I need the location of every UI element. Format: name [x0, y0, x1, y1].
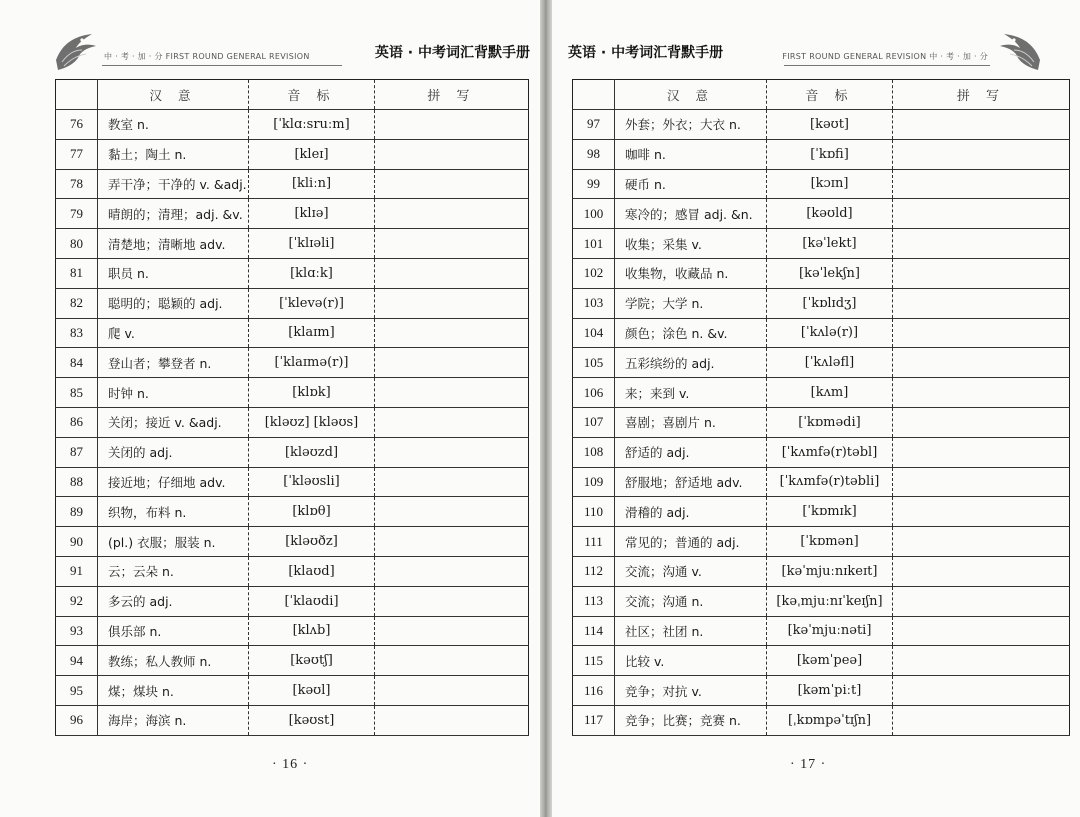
- table-row: [56, 258, 529, 288]
- word-number: 113: [573, 586, 615, 616]
- table-row: [56, 437, 529, 467]
- table-row: [56, 169, 529, 199]
- word-meaning: 爬 v.: [98, 318, 249, 348]
- table-row: [56, 407, 529, 437]
- word-meaning: 接近地；仔细地 adv.: [98, 467, 249, 497]
- word-phonetic: [klɑːk]: [249, 258, 375, 288]
- vocab-table: [55, 79, 529, 736]
- table-row: [573, 169, 1070, 199]
- spelling-blank[interactable]: [375, 199, 529, 229]
- word-number: 95: [56, 676, 98, 706]
- word-meaning: 竞争；对抗 v.: [615, 676, 767, 706]
- word-meaning: 教室 n.: [98, 110, 249, 140]
- word-meaning: 黏土；陶土 n.: [98, 139, 249, 169]
- word-number: 93: [56, 616, 98, 646]
- series-tag: 中 · 考 · 加 · 分 FIRST ROUND GENERAL REVISION: [104, 52, 310, 61]
- table-row: [56, 586, 529, 616]
- word-number: 111: [573, 527, 615, 557]
- word-phonetic: [ˈklɑːsruːm]: [249, 110, 375, 140]
- word-phonetic: [kəʊtʃ]: [249, 646, 375, 676]
- spelling-blank[interactable]: [375, 616, 529, 646]
- col-header-meaning: 汉 意: [615, 80, 767, 110]
- vocab-rows: [56, 110, 529, 736]
- word-number: 92: [56, 586, 98, 616]
- word-meaning: 舒适的 adj.: [615, 437, 767, 467]
- word-meaning: 时钟 n.: [98, 378, 249, 408]
- word-number: 110: [573, 497, 615, 527]
- word-number: 107: [573, 407, 615, 437]
- table-row: [573, 378, 1070, 408]
- word-number: 82: [56, 288, 98, 318]
- word-phonetic: [kləʊz] [kləʊs]: [249, 407, 375, 437]
- table-row: [573, 229, 1070, 259]
- word-meaning: 滑稽的 adj.: [615, 497, 767, 527]
- table-row: [56, 318, 529, 348]
- spelling-blank[interactable]: [375, 705, 529, 735]
- table-row: [573, 110, 1070, 140]
- table-row: [56, 616, 529, 646]
- spelling-blank[interactable]: [375, 646, 529, 676]
- spelling-blank[interactable]: [893, 705, 1070, 735]
- word-meaning: 俱乐部 n.: [98, 616, 249, 646]
- word-phonetic: [kləʊðz]: [249, 527, 375, 557]
- word-phonetic: [klɪə]: [249, 199, 375, 229]
- spelling-blank[interactable]: [893, 169, 1070, 199]
- word-number: 83: [56, 318, 98, 348]
- book-title: 英语 · 中考词汇背默手册: [568, 45, 724, 61]
- word-number: 98: [573, 139, 615, 169]
- table-row: [573, 348, 1070, 378]
- word-meaning: (pl.) 衣服；服装 n.: [98, 527, 249, 557]
- table-row: [573, 258, 1070, 288]
- spelling-blank[interactable]: [893, 348, 1070, 378]
- word-phonetic: [ˈkʌləfl]: [767, 348, 893, 378]
- spelling-blank[interactable]: [893, 616, 1070, 646]
- vocab-table: [572, 79, 1070, 736]
- word-number: 78: [56, 169, 98, 199]
- word-phonetic: [ˈkləʊsli]: [249, 467, 375, 497]
- word-meaning: 收集物，收藏品 n.: [615, 258, 767, 288]
- table-row: [56, 139, 529, 169]
- table-row: [573, 556, 1070, 586]
- word-phonetic: [ˈkɒlɪdʒ]: [767, 288, 893, 318]
- word-phonetic: [klɒθ]: [249, 497, 375, 527]
- word-number: 81: [56, 258, 98, 288]
- spelling-blank[interactable]: [375, 229, 529, 259]
- word-phonetic: [klʌb]: [249, 616, 375, 646]
- table-row: [56, 497, 529, 527]
- word-phonetic: [kʌm]: [767, 378, 893, 408]
- word-meaning: 多云的 adj.: [98, 586, 249, 616]
- table-row: [56, 199, 529, 229]
- spelling-blank[interactable]: [893, 258, 1070, 288]
- spelling-blank[interactable]: [893, 139, 1070, 169]
- word-phonetic: [ˈkɒfi]: [767, 139, 893, 169]
- table-row: [573, 616, 1070, 646]
- spelling-blank[interactable]: [375, 378, 529, 408]
- word-number: 103: [573, 288, 615, 318]
- word-phonetic: [ˈkʌmfə(r)təbli]: [767, 467, 893, 497]
- word-phonetic: [klaɪm]: [249, 318, 375, 348]
- table-row: [573, 586, 1070, 616]
- spelling-blank[interactable]: [375, 437, 529, 467]
- word-meaning: 教练；私人教师 n.: [98, 646, 249, 676]
- word-phonetic: [ˈklaʊdi]: [249, 586, 375, 616]
- book-title: 英语 · 中考词汇背默手册: [374, 45, 530, 61]
- spelling-blank[interactable]: [375, 169, 529, 199]
- word-meaning: 社区；社团 n.: [615, 616, 767, 646]
- word-number: 97: [573, 110, 615, 140]
- word-number: 88: [56, 467, 98, 497]
- word-phonetic: [ˈkʌmfə(r)təbl]: [767, 437, 893, 467]
- spelling-blank[interactable]: [375, 527, 529, 557]
- word-number: 87: [56, 437, 98, 467]
- table-row: [573, 318, 1070, 348]
- word-phonetic: [kləʊzd]: [249, 437, 375, 467]
- word-phonetic: [ˈkʌlə(r)]: [767, 318, 893, 348]
- eagle-emblem-icon: [996, 30, 1044, 74]
- word-meaning: 咖啡 n.: [615, 139, 767, 169]
- word-phonetic: [klɒk]: [249, 378, 375, 408]
- word-number: 116: [573, 676, 615, 706]
- right-page: [552, 0, 1080, 817]
- word-number: 101: [573, 229, 615, 259]
- spelling-blank[interactable]: [893, 110, 1070, 140]
- word-meaning: 学院；大学 n.: [615, 288, 767, 318]
- spelling-blank[interactable]: [893, 586, 1070, 616]
- word-number: 100: [573, 199, 615, 229]
- word-phonetic: [ˈkɒmən]: [767, 527, 893, 557]
- header-rule: [102, 65, 342, 66]
- word-meaning: 竞争；比赛；竞赛 n.: [615, 705, 767, 735]
- table-row: [573, 407, 1070, 437]
- word-meaning: 硬币 n.: [615, 169, 767, 199]
- col-header-number: [56, 80, 98, 110]
- word-number: 112: [573, 556, 615, 586]
- header-rule: [784, 65, 990, 66]
- word-phonetic: [ˈklɪəli]: [249, 229, 375, 259]
- table-row: [573, 646, 1070, 676]
- spelling-blank[interactable]: [375, 318, 529, 348]
- spelling-blank[interactable]: [375, 497, 529, 527]
- word-meaning: 云；云朵 n.: [98, 556, 249, 586]
- word-meaning: 晴朗的；清理；adj. &v.: [98, 199, 249, 229]
- word-number: 99: [573, 169, 615, 199]
- word-number: 94: [56, 646, 98, 676]
- word-phonetic: [kəʊld]: [767, 199, 893, 229]
- col-header-meaning: 汉 意: [98, 80, 249, 110]
- book-gutter: [540, 0, 552, 817]
- word-meaning: 来；来到 v.: [615, 378, 767, 408]
- series-tag: FIRST ROUND GENERAL REVISION 中 · 考 · 加 · 分: [782, 52, 988, 61]
- word-phonetic: [ˈklevə(r)]: [249, 288, 375, 318]
- word-number: 91: [56, 556, 98, 586]
- word-phonetic: [ˌkɒmpəˈtɪʃn]: [767, 705, 893, 735]
- spelling-blank[interactable]: [375, 467, 529, 497]
- table-row: [56, 378, 529, 408]
- spelling-blank[interactable]: [893, 407, 1070, 437]
- word-number: 80: [56, 229, 98, 259]
- spelling-blank[interactable]: [893, 676, 1070, 706]
- table-row: [573, 199, 1070, 229]
- table-row: [56, 348, 529, 378]
- word-number: 109: [573, 467, 615, 497]
- word-meaning: 比较 v.: [615, 646, 767, 676]
- spelling-blank[interactable]: [893, 318, 1070, 348]
- spelling-blank[interactable]: [375, 407, 529, 437]
- page-header: [568, 30, 1044, 74]
- word-number: 114: [573, 616, 615, 646]
- word-phonetic: [kəˈmjuːnəti]: [767, 616, 893, 646]
- spelling-blank[interactable]: [375, 139, 529, 169]
- spelling-blank[interactable]: [375, 676, 529, 706]
- word-number: 104: [573, 318, 615, 348]
- spelling-blank[interactable]: [375, 258, 529, 288]
- table-row: [573, 437, 1070, 467]
- table-header-row: [56, 80, 529, 110]
- page-number: · 17 ·: [790, 757, 827, 772]
- table-row: [56, 676, 529, 706]
- table-row: [56, 705, 529, 735]
- table-row: [573, 527, 1070, 557]
- table-row: [56, 110, 529, 140]
- word-phonetic: [ˈkɒmɪk]: [767, 497, 893, 527]
- table-row: [573, 288, 1070, 318]
- spelling-blank[interactable]: [893, 229, 1070, 259]
- word-phonetic: [kleɪ]: [249, 139, 375, 169]
- word-number: 85: [56, 378, 98, 408]
- word-meaning: 弄干净；干净的 v. &adj.: [98, 169, 249, 199]
- word-meaning: 织物，布料 n.: [98, 497, 249, 527]
- word-number: 102: [573, 258, 615, 288]
- spelling-blank[interactable]: [375, 110, 529, 140]
- word-meaning: 海岸；海滨 n.: [98, 705, 249, 735]
- word-meaning: 喜剧；喜剧片 n.: [615, 407, 767, 437]
- word-number: 77: [56, 139, 98, 169]
- word-number: 96: [56, 705, 98, 735]
- word-number: 86: [56, 407, 98, 437]
- table-row: [56, 229, 529, 259]
- spelling-blank[interactable]: [893, 497, 1070, 527]
- word-number: 117: [573, 705, 615, 735]
- table-row: [573, 497, 1070, 527]
- word-meaning: 登山者；攀登者 n.: [98, 348, 249, 378]
- word-phonetic: [kɔɪn]: [767, 169, 893, 199]
- word-meaning: 职员 n.: [98, 258, 249, 288]
- spelling-blank[interactable]: [375, 586, 529, 616]
- word-meaning: 关闭的 adj.: [98, 437, 249, 467]
- word-meaning: 五彩缤纷的 adj.: [615, 348, 767, 378]
- col-header-phonetic: 音 标: [767, 80, 893, 110]
- word-phonetic: [kəˌmjuːnɪˈkeɪʃn]: [767, 586, 893, 616]
- spelling-blank[interactable]: [893, 467, 1070, 497]
- word-phonetic: [ˈkɒmədi]: [767, 407, 893, 437]
- col-header-phonetic: 音 标: [249, 80, 375, 110]
- spelling-blank[interactable]: [893, 378, 1070, 408]
- table-row: [56, 556, 529, 586]
- word-number: 108: [573, 437, 615, 467]
- word-number: 84: [56, 348, 98, 378]
- word-number: 79: [56, 199, 98, 229]
- word-phonetic: [kəʊl]: [249, 676, 375, 706]
- table-row: [573, 705, 1070, 735]
- word-number: 90: [56, 527, 98, 557]
- word-number: 115: [573, 646, 615, 676]
- word-meaning: 常见的；普通的 adj.: [615, 527, 767, 557]
- word-meaning: 收集；采集 v.: [615, 229, 767, 259]
- col-header-spelling: 拼 写: [893, 80, 1070, 110]
- word-phonetic: [kəʊst]: [249, 705, 375, 735]
- table-row: [573, 676, 1070, 706]
- word-meaning: 颜色；涂色 n. &v.: [615, 318, 767, 348]
- eagle-emblem-icon: [52, 30, 100, 74]
- table-row: [573, 467, 1070, 497]
- word-phonetic: [kəˈlekt]: [767, 229, 893, 259]
- spelling-blank[interactable]: [893, 556, 1070, 586]
- word-meaning: 舒服地；舒适地 adv.: [615, 467, 767, 497]
- table-row: [56, 288, 529, 318]
- spelling-blank[interactable]: [375, 288, 529, 318]
- spelling-blank[interactable]: [375, 556, 529, 586]
- word-phonetic: [kəmˈpiːt]: [767, 676, 893, 706]
- word-meaning: 煤；煤块 n.: [98, 676, 249, 706]
- spelling-blank[interactable]: [893, 437, 1070, 467]
- word-number: 105: [573, 348, 615, 378]
- col-header-number: [573, 80, 615, 110]
- spelling-blank[interactable]: [893, 527, 1070, 557]
- word-meaning: 关闭；接近 v. &adj.: [98, 407, 249, 437]
- page-number: · 16 ·: [272, 757, 309, 772]
- word-number: 76: [56, 110, 98, 140]
- word-meaning: 交流；沟通 n.: [615, 586, 767, 616]
- table-row: [56, 527, 529, 557]
- word-number: 106: [573, 378, 615, 408]
- spelling-blank[interactable]: [893, 288, 1070, 318]
- word-meaning: 寒冷的；感冒 adj. &n.: [615, 199, 767, 229]
- vocab-rows: [573, 110, 1070, 736]
- table-header-row: [573, 80, 1070, 110]
- spelling-blank[interactable]: [893, 199, 1070, 229]
- word-phonetic: [kəˈmjuːnɪkeɪt]: [767, 556, 893, 586]
- word-phonetic: [kəʊt]: [767, 110, 893, 140]
- table-row: [56, 646, 529, 676]
- spelling-blank[interactable]: [375, 348, 529, 378]
- table-row: [56, 467, 529, 497]
- word-number: 89: [56, 497, 98, 527]
- word-phonetic: [kəmˈpeə]: [767, 646, 893, 676]
- spelling-blank[interactable]: [893, 646, 1070, 676]
- word-phonetic: [kəˈlekʃn]: [767, 258, 893, 288]
- table-row: [573, 139, 1070, 169]
- word-phonetic: [ˈklaɪmə(r)]: [249, 348, 375, 378]
- col-header-spelling: 拼 写: [375, 80, 529, 110]
- page-header: [52, 30, 530, 74]
- word-phonetic: [kliːn]: [249, 169, 375, 199]
- word-meaning: 交流；沟通 v.: [615, 556, 767, 586]
- word-meaning: 清楚地；清晰地 adv.: [98, 229, 249, 259]
- word-phonetic: [klaʊd]: [249, 556, 375, 586]
- word-meaning: 聪明的；聪颖的 adj.: [98, 288, 249, 318]
- word-meaning: 外套；外衣；大衣 n.: [615, 110, 767, 140]
